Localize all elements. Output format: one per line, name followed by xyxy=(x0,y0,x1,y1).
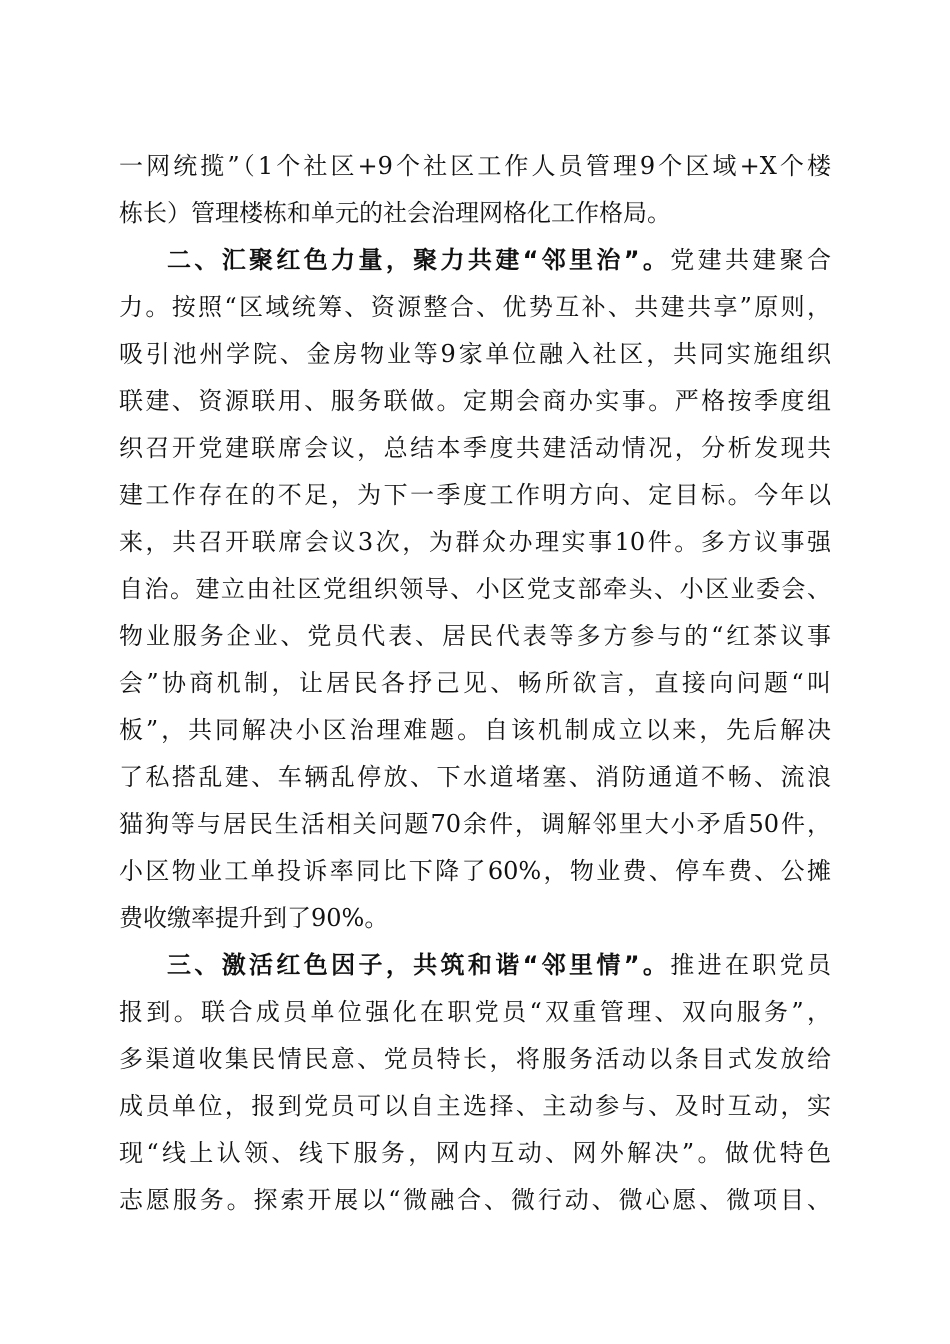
paragraph-line: 自治。建立由社区党组织领导、小区党支部牵头、小区业委会、 xyxy=(119,575,831,603)
paragraph-line: 建工作存在的不足，为下一季度工作明方向、定目标。今年以 xyxy=(119,481,831,509)
paragraph-line: 猫狗等与居民生活相关问题70余件，调解邻里大小矛盾50件， xyxy=(119,810,831,838)
paragraph-line: 来，共召开联席会议3次，为群众办理实事10件。多方议事强 xyxy=(119,528,831,556)
paragraph-line: 费收缴率提升到了90%。 xyxy=(119,904,389,932)
paragraph-line: 物业服务企业、党员代表、居民代表等多方参与的“红茶议事 xyxy=(119,622,831,650)
section-2-heading: 二、汇聚红色力量，聚力共建“邻里治”。 xyxy=(167,246,671,274)
paragraph-line: 小区物业工单投诉率同比下降了60%，物业费、停车费、公摊 xyxy=(119,857,831,885)
paragraph-line: 多渠道收集民情民意、党员特长，将服务活动以条目式发放给 xyxy=(119,1045,831,1073)
section-2-heading-tail: 党建共建聚合 xyxy=(670,246,832,274)
paragraph-line: 了私搭乱建、车辆乱停放、下水道堵塞、消防通道不畅、流浪 xyxy=(119,763,831,791)
paragraph-line: 一网统揽”（1个社区+9个社区工作人员管理9个区域+X个楼 xyxy=(119,152,831,180)
section-3-heading: 三、激活红色因子，共筑和谐“邻里情”。 xyxy=(167,951,671,979)
paragraph-line: 会”协商机制，让居民各抒己见、畅所欲言，直接向问题“叫 xyxy=(119,669,831,697)
paragraph-line: 成员单位，报到党员可以自主选择、主动参与、及时互动，实 xyxy=(119,1092,831,1120)
paragraph-line: 力。按照“区域统筹、资源整合、优势互补、共建共享”原则， xyxy=(119,293,831,321)
section-3-first-line xyxy=(119,942,831,989)
paragraph-line: 板”，共同解决小区治理难题。自该机制成立以来，先后解决 xyxy=(119,716,831,744)
paragraph-line: 吸引池州学院、金房物业等9家单位融入社区，共同实施组织 xyxy=(119,340,831,368)
paragraph-line: 联建、资源联用、服务联做。定期会商办实事。严格按季度组 xyxy=(119,387,831,415)
paragraph-line: 报到。联合成员单位强化在职党员“双重管理、双向服务”， xyxy=(119,998,831,1026)
paragraph-line: 志愿服务。探索开展以“微融合、微行动、微心愿、微项目、 xyxy=(119,1186,831,1214)
document-body xyxy=(119,143,831,1224)
section-2-first-line xyxy=(119,237,831,284)
section-3-heading-tail: 推进在职党员 xyxy=(670,951,832,979)
paragraph-line: 现“线上认领、线下服务，网内互动、网外解决”。做优特色 xyxy=(119,1139,831,1167)
paragraph-line: 织召开党建联席会议，总结本季度共建活动情况，分析发现共 xyxy=(119,434,831,462)
paragraph-line: 栋长）管理楼栋和单元的社会治理网格化工作格局。 xyxy=(119,199,671,227)
